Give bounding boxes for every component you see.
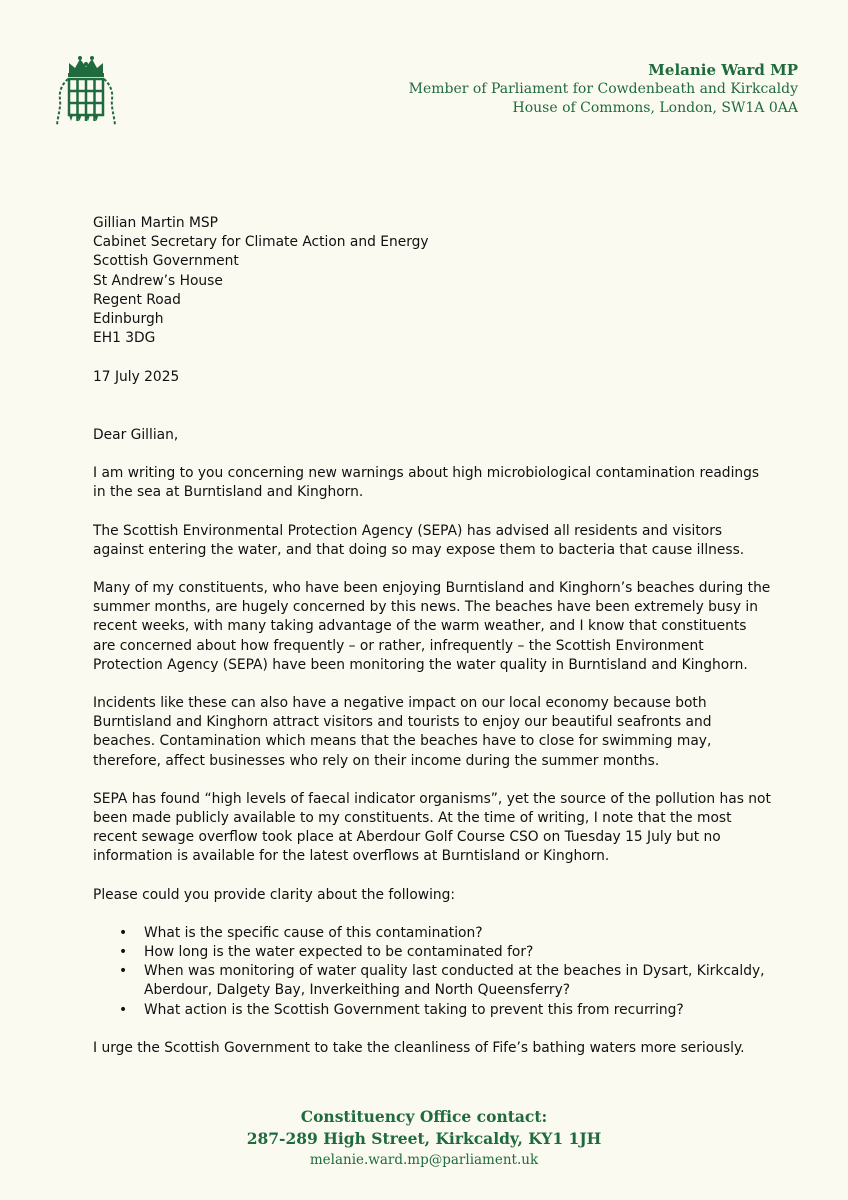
letterhead xyxy=(409,60,798,118)
mp-name: Melanie Ward MP xyxy=(648,61,798,79)
mp-address: House of Commons, London, SW1A 0AA xyxy=(512,100,798,116)
letter-date: 17 July 2025 xyxy=(93,369,180,385)
list-item xyxy=(93,943,773,962)
list-item-text: How long is the water expected to be contaminated for? xyxy=(144,944,534,961)
paragraph: Incidents like these can also have a negative impact on our local economy because both Burntisland and Kinghorn attract visitors and tourists to enjoy our beautiful seafronts and beaches. Contamination which means that the beaches have to close for swimming may, therefore, affect businesses who rely on their income during the summer months. xyxy=(93,695,712,769)
closing-paragraph: I urge the Scottish Government to take the cleanliness of Fife’s bathing waters more seriously. xyxy=(93,1039,745,1056)
paragraph: I am writing to you concerning new warnings about high microbiological contamination readings in the sea at Burntisland and Kinghorn. xyxy=(93,465,760,501)
footer-email: melanie.ward.mp@parliament.uk xyxy=(309,1152,539,1168)
paragraph: SEPA has found “high levels of faecal indicator organisms”, yet the source of the pollution has not been made publicly available to my constituents. At the time of writing, I note that the most recent sewage overflow took place at Aberdour Golf Course CSO on Tuesday 15 July but no information is available for the latest overflows at Burntisland or Kinghorn. xyxy=(93,790,771,865)
salutation: Dear Gillian, xyxy=(93,427,179,443)
list-item-text: When was monitoring of water quality last conducted at the beaches in Dysart, Kirkcaldy, Aberdour, Dalgety Bay, Inverkeithing and North Queensferry? xyxy=(144,963,765,999)
footer xyxy=(0,1106,848,1170)
question-list xyxy=(93,924,773,1020)
paragraph: Please could you provide clarity about the following: xyxy=(93,886,456,903)
footer-address: 287-289 High Street, Kirkcaldy, KY1 1JH xyxy=(246,1129,602,1148)
footer-title: Constituency Office contact: xyxy=(300,1107,548,1126)
bullet-icon: • xyxy=(119,963,128,980)
paragraph: The Scottish Environmental Protection Agency (SEPA) has advised all residents and visitors against entering the water, and that doing so may expose them to bacteria that cause illness. xyxy=(93,522,745,558)
recipient-line: Edinburgh xyxy=(93,311,164,328)
list-item xyxy=(93,962,773,1000)
bullet-icon: • xyxy=(119,944,128,961)
list-item xyxy=(93,924,773,943)
portcullis-icon xyxy=(55,55,117,131)
list-item-text: What action is the Scottish Government taking to prevent this from recurring? xyxy=(144,1001,684,1018)
letter-body xyxy=(93,426,773,1077)
list-item-text: What is the specific cause of this contamination? xyxy=(144,924,483,941)
list-item xyxy=(93,1001,773,1020)
recipient-line: St Andrew’s House xyxy=(93,272,223,289)
recipient-line: EH1 3DG xyxy=(93,330,156,347)
recipient-line: Gillian Martin MSP xyxy=(93,215,218,231)
recipient-line: Cabinet Secretary for Climate Action and Energy xyxy=(93,234,429,251)
recipient-address xyxy=(93,214,429,348)
recipient-line: Scottish Government xyxy=(93,253,239,270)
bullet-icon: • xyxy=(119,1001,128,1018)
paragraph: Many of my constituents, who have been enjoying Burntisland and Kinghorn’s beaches during the summer months, are hugely concerned by this news. The beaches have been extremely busy in recent weeks, with many taking advantage of the warm weather, and I know that constituents are concerned about how frequently – or rather, infrequently – the Scottish Environment Protection Agency (SEPA) have been monitoring the water quality in Burntisland and Kinghorn. xyxy=(93,580,771,673)
recipient-line: Regent Road xyxy=(93,291,181,308)
mp-role: Member of Parliament for Cowdenbeath and Kirkcaldy xyxy=(408,81,798,97)
bullet-icon: • xyxy=(119,924,128,941)
